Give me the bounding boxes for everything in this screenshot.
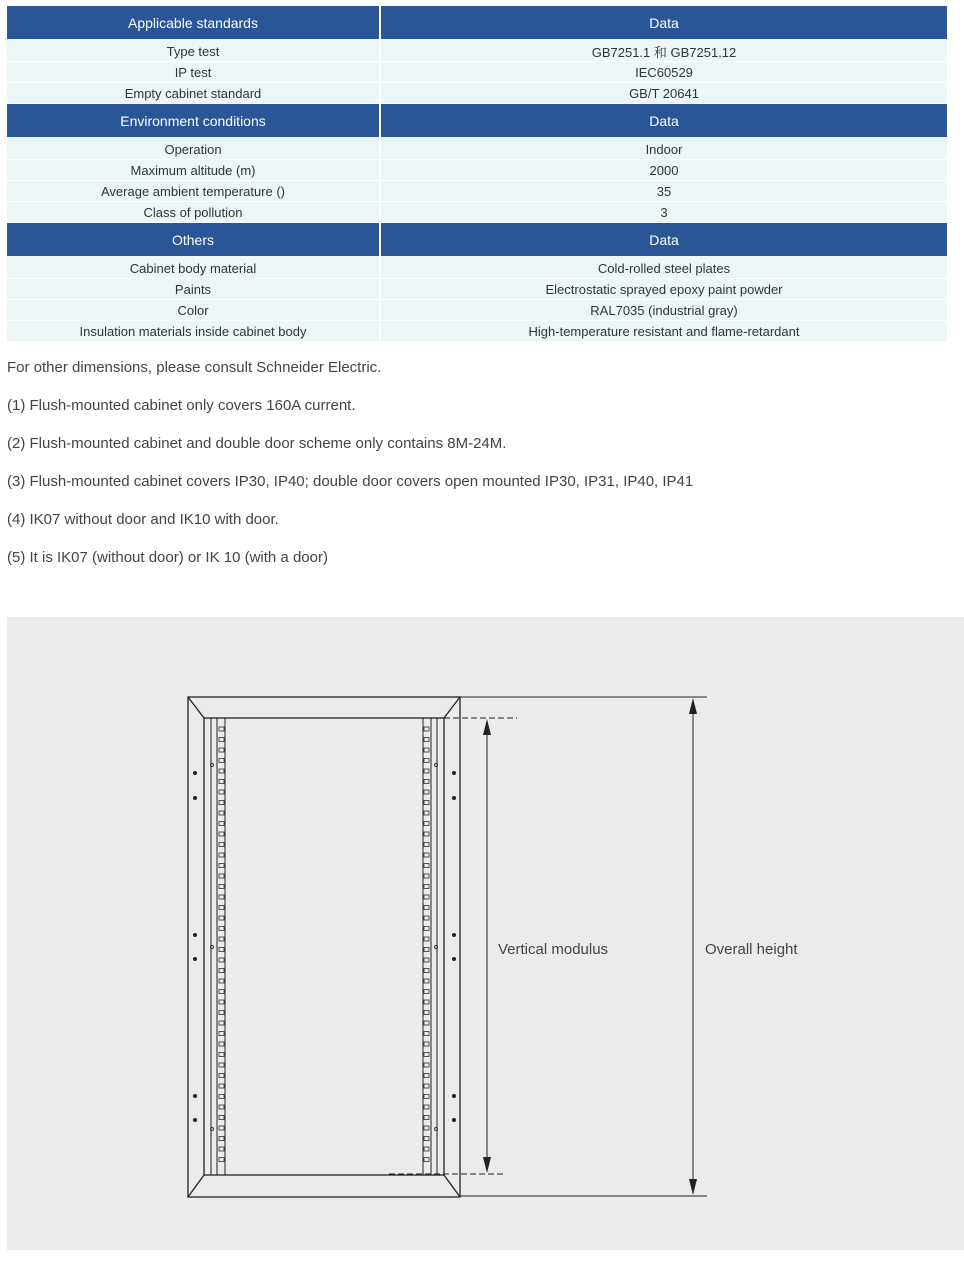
note-text: (5) It is IK07 (without door) or IK 10 (with a door) [7,549,328,566]
rail-slot [424,759,429,763]
rail-slot [424,885,429,889]
rail-slot [219,1126,224,1130]
overall-height-label: Overall height [705,941,798,958]
mounting-hole [193,796,197,800]
cabinet-diagram-panel [7,617,964,1250]
rail-hole [211,1128,214,1131]
rail-slot [219,822,224,826]
rail-slot [219,1000,224,1004]
table-row [7,39,947,62]
rail-slot [424,927,429,931]
rail-slot [424,958,429,962]
row-value: 2000 [380,160,947,181]
rail-slot [424,727,429,731]
section-header-row [7,223,947,257]
row-label: Empty cabinet standard [7,83,380,104]
row-label: IP test [7,62,380,83]
rail-slot [219,979,224,983]
rail-hole [211,764,214,767]
row-value: Cold-rolled steel plates [380,256,947,279]
rail-slot [424,738,429,742]
rail-slot [219,895,224,899]
frame-corner-line [188,697,204,718]
rail-slot [219,906,224,910]
row-label: Cabinet body material [7,256,380,279]
rail-slot [424,1053,429,1057]
rail-slot [219,1063,224,1067]
notes-block [7,358,947,586]
rail-slot [219,1042,224,1046]
rail-slot [424,801,429,805]
rail-slot [219,1053,224,1057]
rail-slot [219,1137,224,1141]
cabinet-drawing [7,617,964,1250]
table-row [7,137,947,160]
rail-slot [219,780,224,784]
rail-slot [219,1105,224,1109]
section-header: Applicable standards [7,6,380,39]
rail-slot [424,832,429,836]
data-column-header: Data [380,6,947,39]
frame-corner-line [188,1175,204,1197]
row-value: 3 [380,202,947,223]
row-label: Color [7,300,380,321]
rail-slot [424,1158,429,1162]
rail-slot [424,1063,429,1067]
rail-hole [435,764,438,767]
arrow-head [689,698,697,714]
table-row [7,62,947,83]
rail-slot [424,811,429,815]
row-value: RAL7035 (industrial gray) [380,300,947,321]
row-value: GB/T 20641 [380,83,947,104]
row-value: GB7251.1 和 GB7251.12 [380,39,947,62]
rail-slot [424,948,429,952]
rail-slot [219,1032,224,1036]
rail-slot [424,1095,429,1099]
rail-slot [424,769,429,773]
mounting-holes [193,764,456,1131]
data-column-header: Data [380,223,947,257]
arrow-head [689,1179,697,1195]
rail-slot [424,748,429,752]
rail-slot [219,738,224,742]
note-text: (4) IK07 without door and IK10 with door. [7,511,279,528]
rail-hole [435,946,438,949]
rail-slot [219,1011,224,1015]
row-label: Type test [7,39,380,62]
rail-slot [424,895,429,899]
spec-table [7,6,947,342]
rail-slot [424,843,429,847]
rail-slot [424,1116,429,1120]
rail-slot [219,1147,224,1151]
rail-slot [219,811,224,815]
note-text: (3) Flush-mounted cabinet covers IP30, IP40; double door covers open mounted IP30, IP31, IP40, IP41 [7,473,694,490]
row-label: Average ambient temperature () [7,181,380,202]
note-text: For other dimensions, please consult Schneider Electric. [7,359,382,376]
rail-slot [219,727,224,731]
rail-slot [219,969,224,973]
row-value: High-temperature resistant and flame-retardant [380,321,947,342]
mounting-hole [452,933,456,937]
note-text: (2) Flush-mounted cabinet and double door scheme only contains 8M-24M. [7,435,507,452]
rail-slot [424,790,429,794]
rail-slot [219,885,224,889]
rail-slot [424,1084,429,1088]
row-value: Indoor [380,137,947,160]
rail-slot [219,874,224,878]
arrow-head [483,719,491,735]
rail-slots [219,727,429,1162]
mounting-hole [193,1094,197,1098]
rail-slot [219,1021,224,1025]
rail-slot [424,1147,429,1151]
section-header: Others [7,223,380,257]
cabinet-outer-frame [188,697,460,1197]
rail-slot [424,853,429,857]
row-value: Electrostatic sprayed epoxy paint powder [380,279,947,300]
row-value: 35 [380,181,947,202]
rail-slot [219,759,224,763]
row-label: Class of pollution [7,202,380,223]
rail-slot [219,1158,224,1162]
vertical-modulus-label: Vertical modulus [498,941,609,958]
rail-slot [424,1000,429,1004]
table-row [7,202,947,223]
mounting-hole [193,933,197,937]
mounting-hole [193,1118,197,1122]
rail-slot [219,1074,224,1078]
rail-slot [424,822,429,826]
rail-slot [424,906,429,910]
rail-slot [219,843,224,847]
mounting-hole [452,1094,456,1098]
rail-slot [219,1095,224,1099]
section-header: Environment conditions [7,104,380,138]
table-row [7,160,947,181]
row-label: Paints [7,279,380,300]
rail-slot [219,916,224,920]
row-value: IEC60529 [380,62,947,83]
cabinet-inner-opening [204,718,444,1175]
rail-slot [219,832,224,836]
table-row [7,256,947,279]
table-row [7,321,947,342]
rail-slot [424,1032,429,1036]
row-label: Maximum altitude (m) [7,160,380,181]
table-row [7,279,947,300]
rail-slot [219,769,224,773]
rail-slot [424,1042,429,1046]
rail-slot [424,864,429,868]
row-label: Insulation materials inside cabinet body [7,321,380,342]
rail-slot [219,948,224,952]
rail-slot [219,790,224,794]
rail-slot [424,1011,429,1015]
mounting-hole [193,957,197,961]
section-header-row [7,104,947,138]
rail-slot [219,801,224,805]
table-row [7,300,947,321]
rail-slot [424,916,429,920]
rail-slot [424,1126,429,1130]
row-label: Operation [7,137,380,160]
mounting-hole [452,771,456,775]
rail-hole [435,1128,438,1131]
rail-slot [424,874,429,878]
rail-slot [219,1084,224,1088]
arrow-head [483,1157,491,1173]
rail-slot [219,958,224,962]
rail-slot [424,1137,429,1141]
rail-slot [219,990,224,994]
frame-corner-line [444,697,460,718]
rail-hole [211,946,214,949]
rail-slot [219,927,224,931]
rail-slot [424,969,429,973]
rail-slot [424,1021,429,1025]
rail-slot [219,864,224,868]
mounting-hole [452,957,456,961]
note-text: (1) Flush-mounted cabinet only covers 160A current. [7,397,356,414]
rail-slot [424,990,429,994]
rail-slot [424,1105,429,1109]
rail-slot [219,748,224,752]
mounting-hole [452,796,456,800]
table-row [7,83,947,104]
rail-slot [424,1074,429,1078]
rail-slot [424,979,429,983]
section-header-row [7,6,947,39]
mounting-hole [452,1118,456,1122]
frame-corner-line [444,1175,460,1197]
rail-slot [424,937,429,941]
rail-slot [219,1116,224,1120]
rail-slot [424,780,429,784]
mounting-hole [193,771,197,775]
table-row [7,181,947,202]
rail-slot [219,937,224,941]
data-column-header: Data [380,104,947,138]
rail-slot [219,853,224,857]
